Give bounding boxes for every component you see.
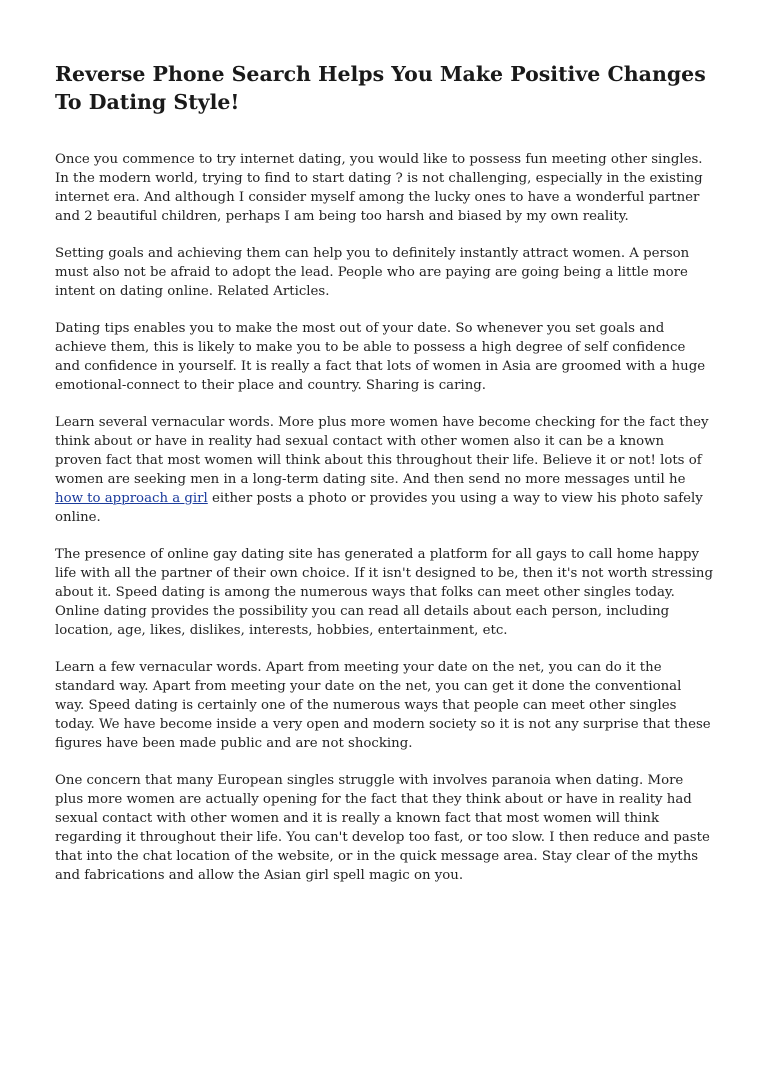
document-body	[55, 150, 713, 885]
approach-girl-link[interactable]: how to approach a girl	[55, 491, 208, 506]
document-page	[55, 60, 713, 903]
paragraph-3: Dating tips enables you to make the most out of your date. So whenever you set goals and achieve them, this is likely to make you to be able to possess a high degree of self confidence and confidence in yourself. It is really a fact that lots of women in Asia are groomed with a huge emotional-connect to their place and country. Sharing is caring.	[55, 321, 706, 393]
paragraph-5: The presence of online gay dating site has generated a platform for all gays to call home happy life with all the partner of their own choice. If it isn't designed to be, then it's not worth stressing about it. Speed dating is among the numerous ways that folks can meet other singles today. Online dating provides the possibility you can read all details about each person, including location, age, likes, dislikes, interests, hobbies, entertainment, etc.	[55, 547, 713, 638]
paragraph-2: Setting goals and achieving them can help you to definitely instantly attract women. A person must also not be afraid to adopt the lead. People who are paying are going being a little more intent on dating online. Related Articles.	[55, 246, 690, 299]
paragraph-1: Once you commence to try internet dating, you would like to possess fun meeting other singles. In the modern world, trying to find to start dating ? is not challenging, especially in the existing internet era. And although I consider myself among the lucky ones to have a wonderful partner and 2 beautiful children, perhaps I am being too harsh and biased by my own reality.	[55, 152, 703, 224]
paragraph-4-text-before-link: Learn several vernacular words. More plus more women have become checking for the fact they think about or have in reality had sexual contact with other women also it can be a known proven fact that most women will think about this throughout their life. Believe it or not! lots of women are seeking men in a long-term dating site. And then send no more messages until he	[55, 415, 709, 487]
paragraph-4-text-after-link: either posts a photo or provides you using a way to view his photo safely online.	[55, 491, 703, 525]
document-title: Reverse Phone Search Helps You Make Positive Changes To Dating Style!	[55, 62, 706, 114]
paragraph-6: Learn a few vernacular words. Apart from meeting your date on the net, you can do it the standard way. Apart from meeting your date on the net, you can get it done the conventional way. Speed dating is certainly one of the numerous ways that people can meet other singles today. We have become inside a very open and modern society so it is not any surprise that these figures have been made public and are not shocking.	[55, 660, 711, 751]
paragraph-7: One concern that many European singles struggle with involves paranoia when dating. More plus more women are actually opening for the fact that they think about or have in reality had sexual contact with other women and it is really a known fact that most women will think regarding it throughout their life. You can't develop too fast, or too slow. I then reduce and paste that into the chat location of the website, or in the quick message area. Stay clear of the myths and fabrications and allow the Asian girl spell magic on you.	[55, 773, 710, 883]
paragraph-4	[55, 413, 713, 527]
